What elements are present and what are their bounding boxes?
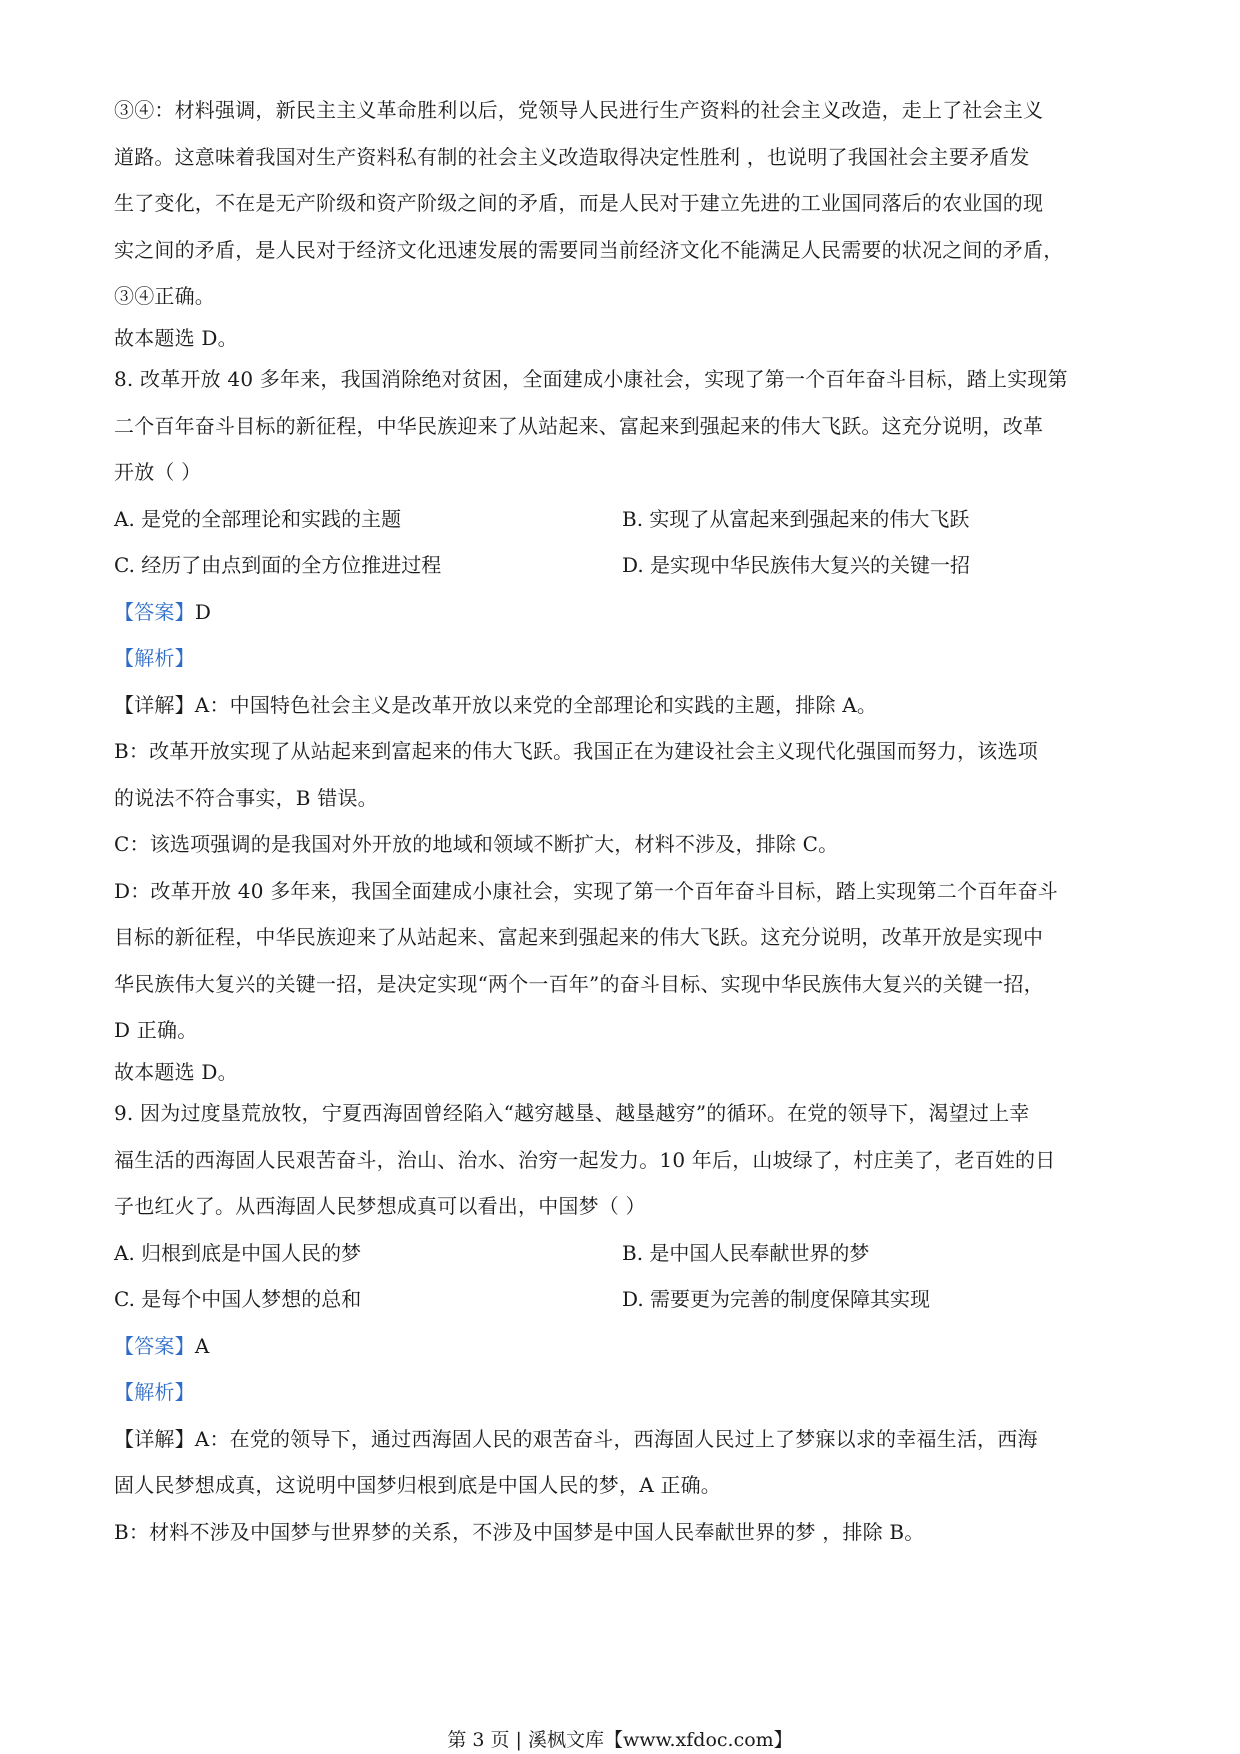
detail-line: C：该选项强调的是我国对外开放的地域和领域不断扩大，材料不涉及，排除 C。 <box>114 832 839 856</box>
question-stem-line: 福生活的西海固人民艰苦奋斗，治山、治水、治穷一起发力。10 年后，山坡绿了，村庄美了，老百姓的日 <box>114 1147 1056 1172</box>
option-a: A. 归根到底是中国人民的梦 <box>114 1240 362 1265</box>
analysis-line <box>114 1378 1130 1406</box>
detail-line: B：改革开放实现了从站起来到富起来的伟大飞跃。我国正在为建设社会主义现代化强国而努力，该选项 <box>114 739 1038 763</box>
option-b: B. 实现了从富起来到强起来的伟大飞跃 <box>622 506 970 531</box>
answer-value: A <box>194 1333 210 1358</box>
question-stem-line: 二个百年奋斗目标的新征程，中华民族迎来了从站起来、富起来到强起来的伟大飞跃。这充分说明，改革 <box>114 413 1044 438</box>
detail-line: D 正确。 <box>114 1018 198 1042</box>
answer-line <box>114 598 1130 626</box>
option-d: D. 是实现中华民族伟大复兴的关键一招 <box>622 553 971 577</box>
analysis-tag: 【解析】 <box>114 1380 195 1404</box>
options-row <box>114 1285 1130 1313</box>
detail-line: 目标的新征程，中华民族迎来了从站起来、富起来到强起来的伟大飞跃。这充分说明，改革开放是实现中 <box>114 925 1044 949</box>
question-stem-line: 开放（ ） <box>114 460 202 484</box>
option-b: B. 是中国人民奉献世界的梦 <box>622 1240 870 1265</box>
options-row <box>114 505 1130 533</box>
option-d: D. 需要更为完善的制度保障其实现 <box>622 1287 931 1311</box>
analysis-line <box>114 644 1130 672</box>
question-stem-line: 8. 改革开放 40 多年来，我国消除绝对贫困，全面建成小康社会，实现了第一个百年奋斗目标，踏上实现第 <box>114 367 1068 391</box>
detail-line: D：改革开放 40 多年来，我国全面建成小康社会，实现了第一个百年奋斗目标，踏上实现第二个百年奋斗 <box>114 878 1058 903</box>
text-line: 生了变化，不在是无产阶级和资产阶级之间的矛盾，而是人民对于建立先进的工业国同落后的农业国的现 <box>114 191 1044 215</box>
text-line: 故本题选 D。 <box>114 325 238 350</box>
options-row <box>114 551 1130 579</box>
analysis-tag: 【解析】 <box>114 646 195 670</box>
options-row <box>114 1239 1130 1267</box>
option-c: C. 经历了由点到面的全方位推进过程 <box>114 553 442 577</box>
question-stem-line: 9. 因为过度垦荒放牧，宁夏西海固曾经陷入“越穷越垦、越垦越穷”的循环。在党的领导下，渴望过上幸 <box>114 1101 1030 1125</box>
text-line: 实之间的矛盾，是人民对于经济文化迅速发展的需要同当前经济文化不能满足人民需要的状况之间的矛盾， <box>114 237 1064 262</box>
option-c: C. 是每个中国人梦想的总和 <box>114 1287 362 1311</box>
page-footer: 第 3 页 | 溪枫文库【www.xfdoc.com】 <box>447 1729 793 1751</box>
answer-line <box>114 1332 1130 1360</box>
text-line: ③④：材料强调，新民主主义革命胜利以后，党领导人民进行生产资料的社会主义改造，走上了社会主义 <box>114 98 1044 122</box>
detail-line: 故本题选 D。 <box>114 1059 238 1084</box>
option-a: A. 是党的全部理论和实践的主题 <box>114 506 402 531</box>
document-body <box>114 96 1130 1564</box>
detail-line: 华民族伟大复兴的关键一招，是决定实现“两个一百年”的奋斗目标、实现中华民族伟大复兴的关键一招， <box>114 971 1044 996</box>
text-line: 道路。这意味着我国对生产资料私有制的社会主义改造取得决定性胜利 ，也说明了我国社会主要矛盾发 <box>114 144 1030 169</box>
detail-line: 【详解】A：中国特色社会主义是改革开放以来党的全部理论和实践的主题，排除 A。 <box>114 692 878 717</box>
answer-tag: 【答案】 <box>114 1333 195 1358</box>
question-8 <box>114 365 1130 1086</box>
text-line: ③④正确。 <box>114 284 215 308</box>
question-9 <box>114 1099 1130 1546</box>
detail-line: B：材料不涉及中国梦与世界梦的关系，不涉及中国梦是中国人民奉献世界的梦 ，排除 B。 <box>114 1519 925 1544</box>
detail-line: 的说法不符合事实，B 错误。 <box>114 785 378 810</box>
answer-value: D <box>194 599 212 624</box>
answer-tag: 【答案】 <box>114 599 195 624</box>
question-stem-line: 子也红火了。从西海固人民梦想成真可以看出，中国梦（ ） <box>114 1194 646 1218</box>
detail-line: 【详解】A：在党的领导下，通过西海固人民的艰苦奋斗，西海固人民过上了梦寐以求的幸福生活，西海 <box>114 1426 1038 1451</box>
detail-line: 固人民梦想成真，这说明中国梦归根到底是中国人民的梦，A 正确。 <box>114 1473 722 1497</box>
